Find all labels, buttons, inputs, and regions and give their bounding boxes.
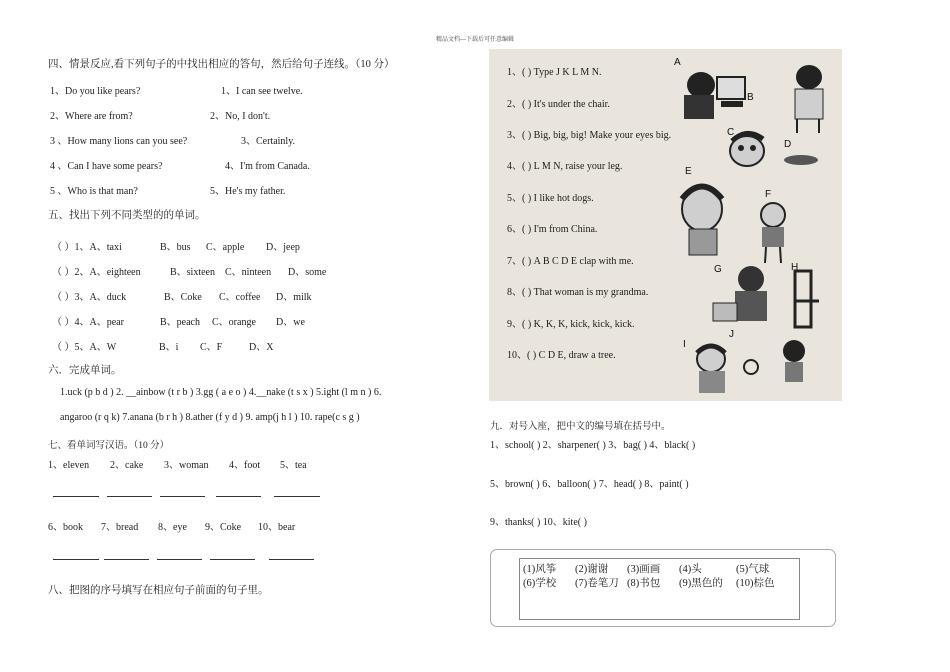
photo-row-2: 2、( ) It's under the chair. bbox=[507, 99, 610, 110]
section-6-title: 六．完成单词。 bbox=[48, 365, 122, 376]
sec7-word-7: 7、bread bbox=[101, 522, 139, 533]
sec4-right-3: 3、Certainly. bbox=[241, 136, 296, 147]
sec5-d: D、we bbox=[276, 317, 305, 328]
sec7-word-8: 8、eye bbox=[158, 522, 187, 533]
sec5-c: C、apple bbox=[206, 242, 245, 253]
sec4-right-5: 5、He's my father. bbox=[210, 186, 286, 197]
chair-figure bbox=[795, 271, 819, 327]
sec5-b: B、peach bbox=[160, 317, 200, 328]
sec4-left-3: 3 、How many lions can you see? bbox=[50, 136, 188, 147]
option-3: (3)画画 bbox=[627, 564, 661, 575]
sec7-word-2: 2、cake bbox=[110, 460, 144, 471]
sec4-left-2: 2、Where are from? bbox=[50, 111, 133, 122]
sec4-right-4: 4、I'm from Canada. bbox=[225, 161, 310, 172]
grandma-figure bbox=[713, 266, 767, 321]
section-7-title: 七、看单词写汉语。（10 分） bbox=[48, 441, 170, 451]
answer-blank[interactable] bbox=[107, 495, 152, 497]
sec5-d: D、jeep bbox=[266, 242, 300, 253]
sec5-c: C、ninteen bbox=[225, 267, 272, 278]
photo-row-10: 10、( ) C D E, draw a tree. bbox=[507, 350, 616, 361]
drawing-girl-figure bbox=[697, 346, 725, 393]
sec4-right-2: 2、No, I don't. bbox=[210, 111, 271, 122]
kicking-kid-figure bbox=[744, 340, 805, 382]
sec4-left-4: 4 、Can I have some pears? bbox=[50, 161, 163, 172]
sec7-word-1: 1、eleven bbox=[48, 460, 90, 471]
sec7-word-5: 5、tea bbox=[280, 460, 307, 471]
options-inner-box bbox=[519, 558, 800, 620]
answer-blank[interactable] bbox=[53, 558, 99, 560]
picture-label-j: J bbox=[729, 329, 734, 340]
option-1: (1)风筝 bbox=[523, 564, 557, 575]
sec7-word-4: 4、foot bbox=[229, 460, 261, 471]
section-5-title: 五、找出下列不同类型的的单词。 bbox=[48, 210, 206, 221]
sec5-d: D、milk bbox=[276, 292, 312, 303]
sec5-q: （ ）4、A、pear bbox=[52, 317, 124, 328]
sec4-left-5: 5 、Who is that man? bbox=[50, 186, 138, 197]
sec5-q: （ ）1、A、taxi bbox=[52, 242, 122, 253]
picture-label-b: B bbox=[747, 92, 754, 103]
sec9-row-1: 1、school( ) 2、sharpener( ) 3、bag( ) 4、black( ) bbox=[490, 440, 696, 451]
clapping-girl-figure bbox=[682, 187, 722, 256]
options-box bbox=[490, 549, 836, 627]
option-4: (4)头 bbox=[679, 564, 702, 575]
sec9-row-3: 9、thanks( ) 10、kite( ) bbox=[490, 517, 587, 528]
big-eyes-face bbox=[730, 133, 764, 166]
sec5-q: （ ）2、A、eighteen bbox=[52, 267, 141, 278]
exercise-scan-image bbox=[489, 49, 842, 401]
sec6-line-2: angaroo (r q k) 7.anana (b r h ) 8.ather (f y d ) 9. amp(j h l ) 10. rape(c s g ) bbox=[60, 412, 360, 423]
sec5-q: （ ）5、A、W bbox=[52, 342, 117, 353]
answer-blank[interactable] bbox=[160, 495, 205, 497]
page-header: 精品文档---下载后可任意编辑 bbox=[436, 37, 514, 43]
sec6-line-1: 1.uck (p b d ) 2. __ainbow (t r b ) 3.gg ( a e o ) 4.__nake (t s x ) 5.ight (l m n ) 6. bbox=[60, 387, 382, 398]
picture-label-f: F bbox=[765, 189, 772, 200]
hot-dog-icon bbox=[784, 155, 818, 165]
sec7-word-10: 10、bear bbox=[258, 522, 296, 533]
section-9-title: 九．对号入座，把中文的编号填在括号中。 bbox=[490, 422, 671, 432]
sec7-word-9: 9、Coke bbox=[205, 522, 242, 533]
sec5-b: B、bus bbox=[160, 242, 191, 253]
sec9-row-2: 5、brown( ) 6、balloon( ) 7、head( ) 8、paint( ) bbox=[490, 479, 689, 490]
answer-blank[interactable] bbox=[274, 495, 320, 497]
photo-row-5: 5、( ) I like hot dogs. bbox=[507, 193, 594, 204]
answer-blank[interactable] bbox=[210, 558, 255, 560]
picture-label-g: G bbox=[714, 264, 722, 275]
option-6: (6)学校 bbox=[523, 578, 557, 589]
answer-blank[interactable] bbox=[157, 558, 202, 560]
answer-blank[interactable] bbox=[269, 558, 314, 560]
cartoon-illustrations bbox=[489, 49, 842, 401]
sec5-b: B、sixteen bbox=[170, 267, 215, 278]
boy-figure bbox=[761, 203, 785, 263]
option-10: (10)棕色 bbox=[736, 578, 775, 589]
option-5: (5)气球 bbox=[736, 564, 770, 575]
photo-row-1: 1、( ) Type J K L M N. bbox=[507, 67, 602, 78]
sec5-q: （ ）3、A、duck bbox=[52, 292, 127, 303]
girl-reading-figure bbox=[795, 65, 823, 133]
picture-label-d: D bbox=[784, 139, 792, 150]
sec5-d: D、X bbox=[249, 342, 274, 353]
section-8-title: 八、把图的序号填写在相应句子前面的句子里。 bbox=[48, 585, 269, 596]
option-2: (2)谢谢 bbox=[575, 564, 609, 575]
picture-label-i: I bbox=[683, 339, 686, 350]
sec5-d: D、some bbox=[288, 267, 327, 278]
answer-blank[interactable] bbox=[104, 558, 149, 560]
answer-blank[interactable] bbox=[216, 495, 261, 497]
sec4-left-1: 1、Do you like pears? bbox=[50, 86, 141, 97]
option-9: (9)黑色的 bbox=[679, 578, 723, 589]
sec5-c: C、coffee bbox=[219, 292, 261, 303]
option-8: (8)书包 bbox=[627, 578, 661, 589]
photo-row-8: 8、( ) That woman is my grandma. bbox=[507, 287, 649, 298]
typist-figure bbox=[684, 72, 745, 119]
photo-row-4: 4、( ) L M N, raise your leg. bbox=[507, 161, 623, 172]
picture-label-h: H bbox=[791, 262, 799, 273]
sec5-c: C、orange bbox=[212, 317, 256, 328]
option-7: (7)卷笔刀 bbox=[575, 578, 619, 589]
photo-row-9: 9、( ) K, K, K, kick, kick, kick. bbox=[507, 319, 635, 330]
answer-blank[interactable] bbox=[53, 495, 99, 497]
sec7-word-6: 6、book bbox=[48, 522, 83, 533]
sec7-word-3: 3、woman bbox=[164, 460, 209, 471]
picture-label-e: E bbox=[685, 166, 692, 177]
sec5-b: B、i bbox=[159, 342, 179, 353]
photo-row-3: 3、( ) Big, big, big! Make your eyes big. bbox=[507, 130, 672, 141]
sec5-c: C、F bbox=[200, 342, 223, 353]
sec4-right-1: 1、I can see twelve. bbox=[221, 86, 303, 97]
photo-row-6: 6、( ) I'm from China. bbox=[507, 224, 598, 235]
section-4-title: 四、情景反应,看下列句子的中找出相应的答句，然后给句子连线。（10 分） bbox=[48, 59, 395, 70]
picture-label-c: C bbox=[727, 127, 735, 138]
photo-row-7: 7、( ) A B C D E clap with me. bbox=[507, 256, 634, 267]
sec5-b: B、Coke bbox=[164, 292, 202, 303]
picture-label-a: A bbox=[674, 57, 681, 68]
